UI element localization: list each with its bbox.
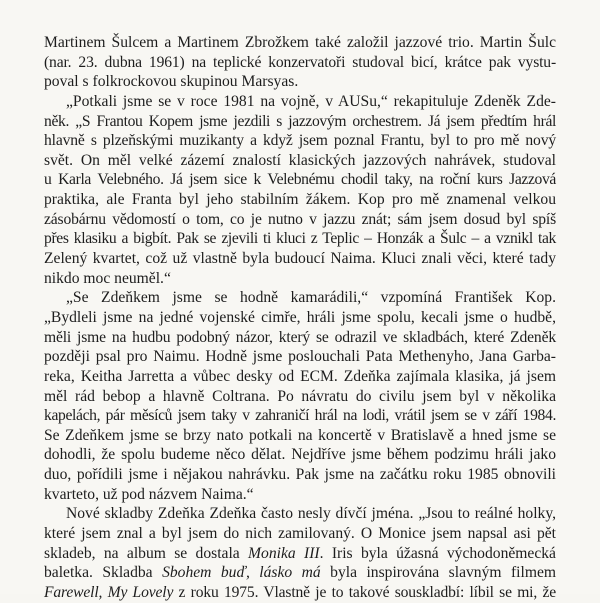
text-line: přes klasiku a bigbít. Pak se zjevili ti kluci z Teplic – Honzák a Šulc – a vznikl tak (44, 230, 556, 248)
text-line: zásobárnu vědomostí o tom, co je nutno v jazzu znát; sám jsem dosud byl spíš (44, 210, 556, 228)
text-line: „Potkali jsme se v roce 1981 na vojně, v AUSu,“ rekapituluje Zdeněk Zde- (66, 92, 556, 110)
text-line: Se Zdeňkem jsme se brzy nato potkali na koncertě v Bratislavě a hned jsme se (44, 426, 556, 444)
text-line: baletka. Skladba Sbohem buď, lásko má byla inspirována slavným filmem (44, 564, 556, 582)
paragraph (44, 288, 556, 504)
text-line: dohodli, že spolu budeme něco dělat. Nejdříve jsme během podzimu hráli jako (44, 446, 556, 464)
text-line: „Bydleli jsme na jedné vojenské cimře, hráli jsme spolu, kecali jsme o hudbě, (44, 308, 556, 326)
italic-title: Monika III (248, 544, 320, 562)
text-line: duo, pořídili jsme i nějakou nahrávku. Pak jsme na začátku roku 1985 obnovili (44, 466, 556, 484)
paragraph (44, 92, 556, 288)
text-line: Zelený kvartet, což už vlastně byla budoucí Naima. Kluci znali věci, které tady (44, 250, 556, 268)
text-line: kvarteto, už pod názvem Naima.“ (44, 485, 254, 503)
text-line: svět. On měl velké zázemí znalostí klasických jazzových nahrávek, studoval (44, 151, 556, 169)
body-text (44, 33, 556, 603)
text-line: měli jsme na hudbu podobný názor, který se odrazil ve skladbách, které Zdeněk (44, 328, 556, 346)
text-line: reka, Keitha Jarretta a vůbec desky od ECM. Zdeňka zajímala klasika, já jsem (44, 367, 556, 385)
text-line: měl rád bebop a hlavně Coltrana. Po návratu do civilu jsem byl v několika (44, 387, 556, 405)
text-line: později psal pro Naimu. Hodně jsme poslouchali Pata Methenyho, Jana Garba- (44, 348, 556, 366)
italic-title: Farewell, My Lovely (44, 583, 174, 601)
paragraph (44, 33, 556, 92)
text-line: praktika, ale Franta byl jeho stabilním žákem. Kop pro mě znamenal velkou (44, 191, 556, 209)
text-line: Martinem Šulcem a Martinem Zbrožkem také založil jazzové trio. Martin Šulc (44, 34, 556, 51)
text-line: hlavně s plzeňskými muzikanty a když jsem poznal Frantu, byl to pro mě nový (44, 132, 556, 150)
text-line: něk. „S Frantou Kopem jsme jezdili s jazzovým orchestrem. Já jsem předtím hrál (44, 112, 556, 130)
paragraph (44, 504, 556, 602)
text-line: kapelách, pár měsíců jsem taky v zahraničí hrál na lodi, vrátil jsem se v září 1984. (44, 407, 556, 425)
text-line: které jsem znal a byl jsem do nich zamilovaný. O Monice jsem napsal asi pět (44, 525, 556, 543)
text-line: Nové skladby Zdeňka Zdeňka často nesly dívčí jména. „Jsou to reálné holky, (66, 505, 556, 523)
text-line: skladeb, na album se dostala Monika III. Iris byla úžasná východoněmecká (44, 544, 556, 562)
text-line: u Karla Velebného. Já jsem sice k Velebnému chodil taky, na roční kurs Jazzová (44, 171, 556, 189)
text-line: Farewell, My Lovely z roku 1975. Vlastně je to takové souskladbí: líbil se mi, že (44, 583, 556, 601)
text-line: poval s folkrockovou skupinou Marsyas. (44, 73, 299, 91)
text-line: „Se Zdeňkem jsme se hodně kamarádili,“ vzpomíná František Kop. (66, 289, 556, 307)
italic-title: Sbohem buď, lásko má (162, 564, 321, 582)
text-line: (nar. 23. dubna 1961) na teplické konzervatoři studoval bicí, krátce pak vystu- (44, 53, 556, 71)
text-line: nikdo moc neuměl.“ (44, 269, 171, 287)
